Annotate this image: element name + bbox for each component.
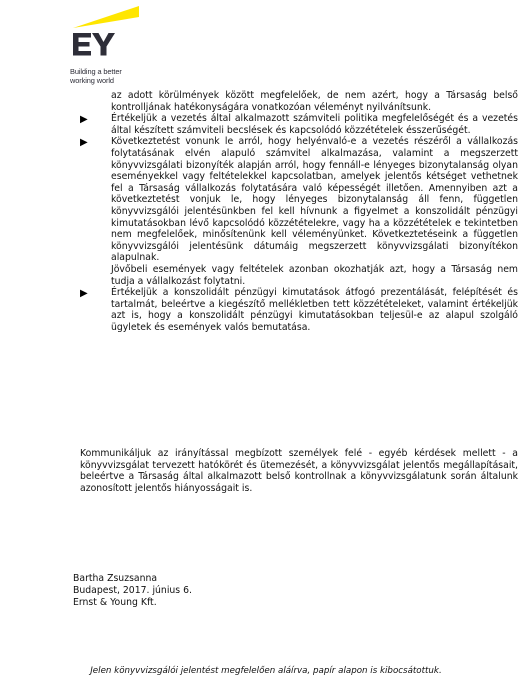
triangle-bullet-icon: ▶ xyxy=(80,137,88,149)
ey-beam-icon xyxy=(73,6,139,28)
list-item-text: Következtetést vonunk le arról, hogy helyénvaló-e a vezetés részéről a vállalkozás folytatásának elvén alapuló számvitel alkalmazása, valamint a megszerzett könyvvizsgálati bizonyíték alapján arról, hogy fennáll-e lényeges bizonytalanság olyan eseményekkel vagy feltételekkel kapcsolatban, amelyek jelentős kétséget vethetnek fel a Társaság vállalkozás folytatására való képességét illetően. Amennyiben azt a következtetést vonjuk le, hogy lényeges bizonytalanság áll fenn, független könyvvizsgálói jelentésünkben fel kell hívnunk a figyelmet a konszolidált pénzügyi kimutatásokban lévő kapcsolódó közzétételekre, vagy ha a közzétételek e tekintetben nem megfelelőek, minősítenünk kell véleményünket. Következtetéseink a független könyvvizsgálói jelentésünk dátumáig megszerzett könyvvizsgálati bizonyítékon alapulnak. Jövőbeli események vagy feltételek azonban okozhatják azt, hogy a Társaság nem tudja a vállalkozást folytatni. xyxy=(111,136,518,287)
ey-tagline-line1: Building a better xyxy=(70,67,122,76)
list-item xyxy=(80,287,518,333)
list-item xyxy=(80,90,518,113)
place-date: Budapest, 2017. június 6. xyxy=(73,584,192,596)
list-item-text: Értékeljük a konszolidált pénzügyi kimutatások átfogó prezentálását, felépítését és tartalmát, beleértve a kiegészítő mellékletben tett közzétételeket, valamint értékeljük azt is, hogy a konszolidált pénzügyi kimutatásokban teljesül-e az alapul szolgáló ügyletek és események valós bemutatása. xyxy=(111,287,518,333)
list-item-text: az adott körülmények között megfelelőek, de nem azért, hogy a Társaság belső kontrolljának hatékonyságára vonatkozóan véleményt nyilvánítsunk. xyxy=(111,90,518,113)
triangle-bullet-icon: ▶ xyxy=(80,114,88,126)
communication-paragraph: Kommunikáljuk az irányítással megbízott személyek felé - egyéb kérdések mellett - a könyvvizsgálat tervezett hatókörét és ütemezését, a könyvvizsgálat jelentős megállapításait, beleértve a Társaság által alkalmazott belső kontrollnak a könyvvizsgálatunk során általunk azonosított jelentős hiányosságait is. xyxy=(80,448,518,494)
procedures-list xyxy=(80,90,518,333)
ey-logo xyxy=(69,6,149,85)
signer-name: Bartha Zsuzsanna xyxy=(73,573,158,584)
ey-tagline-line2: working world xyxy=(70,75,114,85)
list-item-text: Értékeljük a vezetés által alkalmazott számviteli politika megfelelőségét és a vezetés által készített számviteli becslések és kapcsolódó közzétételek ésszerűségét. xyxy=(111,113,518,136)
signature-block xyxy=(73,573,192,608)
list-item-text-continuation: Jövőbeli események vagy feltételek azonban okozhatják azt, hogy a Társaság nem tudja a vállalkozást folytatni. xyxy=(111,263,518,287)
list-item xyxy=(80,113,518,136)
list-item xyxy=(80,136,518,287)
company-name: Ernst & Young Kft. xyxy=(73,596,157,608)
footer-note: Jelen könyvvizsgálói jelentést megfelelően aláírva, papír alapon is kibocsátottuk. xyxy=(90,666,442,676)
ey-logo-mark xyxy=(69,6,139,56)
ey-tagline xyxy=(70,68,122,85)
triangle-bullet-icon: ▶ xyxy=(80,288,88,300)
